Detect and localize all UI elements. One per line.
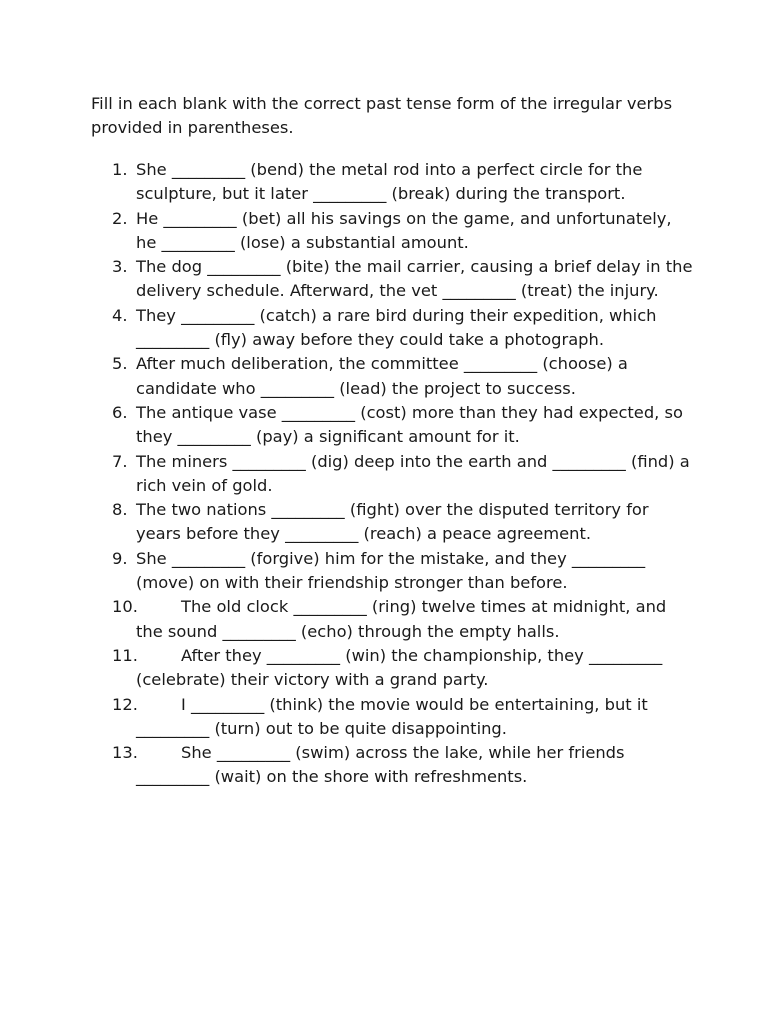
question-text: After they _________ (win) the championship, they _________ (celebrate) their victory with a grand party. — [136, 645, 663, 690]
question-item-13 — [112, 741, 696, 790]
question-text: She _________ (forgive) him for the mistake, and they _________ (move) on with their friendship stronger than before. — [136, 548, 646, 593]
question-text: The dog _________ (bite) the mail carrier, causing a brief delay in the delivery schedule. Afterward, the vet _________ (treat) the injury. — [136, 257, 693, 301]
question-item-6 — [112, 401, 696, 450]
question-item-12 — [112, 693, 696, 742]
question-number: 7. — [112, 451, 128, 471]
question-text: He _________ (bet) all his savings on the game, and unfortunately, he _________ (lose) a substantial amount. — [136, 208, 672, 252]
question-number: 8. — [112, 500, 128, 520]
question-text: The miners _________ (dig) deep into the earth and _________ (find) a rich vein of gold. — [136, 451, 690, 495]
question-text: After much deliberation, the committee _________ (choose) a candidate who _________ (lead) the project to success. — [136, 354, 628, 398]
question-item-1 — [112, 158, 696, 207]
question-number: 13. — [112, 743, 138, 763]
question-item-8 — [112, 498, 696, 547]
question-item-3 — [112, 255, 696, 304]
question-text: I _________ (think) the movie would be entertaining, but it _________ (turn) out to be quite disappointing. — [136, 694, 648, 738]
question-text: She _________ (bend) the metal rod into a perfect circle for the sculpture, but it later _________ (break) during the transport. — [136, 160, 643, 204]
question-item-10 — [112, 595, 696, 644]
question-number: 4. — [112, 305, 128, 325]
question-text: The old clock _________ (ring) twelve times at midnight, and the sound _________ (echo) through the empty halls. — [136, 597, 667, 641]
question-item-4 — [112, 304, 696, 353]
question-number: 11. — [112, 645, 138, 665]
question-item-7 — [112, 450, 696, 499]
question-text: The two nations _________ (fight) over the disputed territory for years before they _________ (reach) a peace agreement. — [136, 500, 649, 544]
question-item-9 — [112, 547, 696, 596]
question-text: The antique vase _________ (cost) more than they had expected, so they _________ (pay) a significant amount for it. — [136, 402, 683, 447]
question-text: They _________ (catch) a rare bird during their expedition, which _________ (fly) away before they could take a photograph. — [136, 305, 657, 350]
question-number: 3. — [112, 257, 128, 277]
question-number: 1. — [112, 160, 128, 179]
question-item-2 — [112, 207, 696, 256]
instructions-text: Fill in each blank with the correct past tense form of the irregular verbs provided in parentheses. — [91, 94, 673, 138]
question-number: 2. — [112, 208, 128, 228]
question-number: 5. — [112, 354, 128, 374]
question-number: 9. — [112, 548, 128, 568]
question-text: She _________ (swim) across the lake, while her friends _________ (wait) on the shore with refreshments. — [136, 743, 625, 787]
question-item-11 — [112, 644, 696, 693]
question-list — [112, 158, 696, 790]
question-number: 6. — [112, 402, 128, 422]
question-number: 12. — [112, 694, 138, 714]
question-item-5 — [112, 352, 696, 401]
question-number: 10. — [112, 597, 138, 617]
